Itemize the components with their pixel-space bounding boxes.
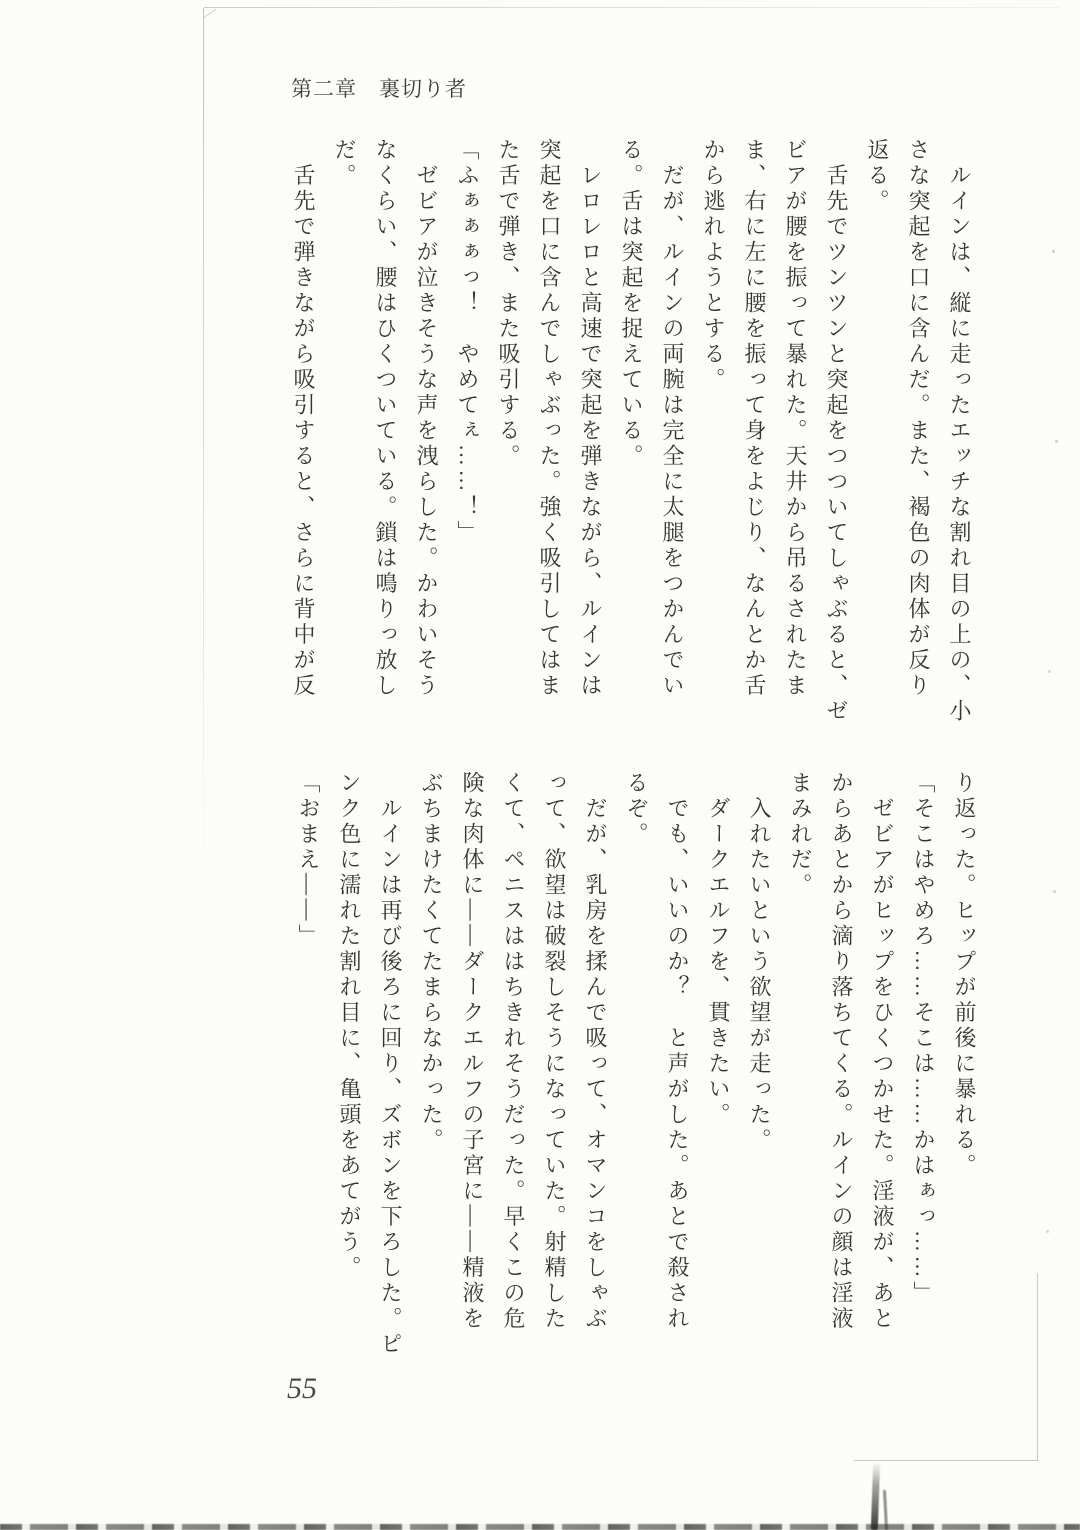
text-line: ルインは、縦に走ったエッチな割れ目の上の、小 xyxy=(947,138,972,725)
text-line: た舌で弾き、また吸引する。 xyxy=(496,138,521,470)
text-line: って、欲望は破裂しそうになっていた。射精した xyxy=(542,771,567,1332)
text-line: さな突起を口に含んだ。また、褐色の肉体が反り xyxy=(906,138,931,699)
text-line: 「そこはやめろ……そこは……かはぁっ……」 xyxy=(911,771,936,1307)
text-line: ぶちまけたくてたまらなかった。 xyxy=(419,771,444,1154)
text-line: からあとから滴り落ちてくる。ルインの顔は淫液 xyxy=(829,771,854,1332)
text-line: るぞ。 xyxy=(624,771,649,848)
page-number: 55 xyxy=(287,1372,317,1405)
text-line: 突起を口に含んでしゃぶった。強く吸引してはま xyxy=(537,138,562,699)
text-line: ダークエルフを、貫きたい。 xyxy=(706,771,731,1128)
upper-text-block xyxy=(283,138,980,738)
text-line: レロレロと高速で突起を弾きながら、ルインは xyxy=(578,138,603,699)
text-line: だ。 xyxy=(332,138,357,189)
page-corner-notch xyxy=(204,8,217,17)
text-line: 返る。 xyxy=(865,138,890,215)
underpage-edge-horizontal xyxy=(854,1460,1038,1461)
text-line: ま、右に左に腰を振って身をよじり、なんとか舌 xyxy=(742,138,767,699)
scan-dust-specks xyxy=(1052,250,1055,253)
text-line: くて、ペニスははちきれそうだった。早くこの危 xyxy=(501,771,526,1332)
lower-text-block xyxy=(288,771,985,1371)
text-line: なくらい、腰はひくついている。鎖は鳴りっ放し xyxy=(373,138,398,699)
text-line: まみれだ。 xyxy=(788,771,813,899)
text-line: だが、乳房を揉んで吸って、オマンコをしゃぶ xyxy=(583,771,608,1332)
text-line: 入れたいという欲望が走った。 xyxy=(747,771,772,1154)
text-line: ビアが腰を振って暴れた。天井から吊るされたま xyxy=(783,138,808,699)
text-line: 険な肉体に――ダークエルフの子宮に――精液を xyxy=(460,771,485,1332)
text-line: 「ふぁぁぁっ！ やめてぇ……！」 xyxy=(455,138,480,546)
text-line: ンク色に濡れた割れ目に、亀頭をあてがう。 xyxy=(337,771,362,1281)
scan-ink-streak xyxy=(871,1462,880,1530)
text-line: ゼビアが泣きそうな声を洩らした。かわいそう xyxy=(414,138,439,699)
text-line: 舌先でツンツンと突起をつついてしゃぶると、ゼ xyxy=(824,138,849,725)
text-line: る。舌は突起を捉えている。 xyxy=(619,138,644,470)
text-line: から逃れようとする。 xyxy=(701,138,726,393)
page-edge-line-top xyxy=(204,7,1060,8)
text-line: でも、いいのか？ と声がした。あとで殺され xyxy=(665,771,690,1332)
text-line: 「おまえ――」 xyxy=(296,771,321,950)
page-edge-line-left xyxy=(203,8,204,888)
chapter-header: 第二章 裏切り者 xyxy=(291,77,467,101)
text-line: り返った。ヒップが前後に暴れる。 xyxy=(952,771,977,1179)
text-line: ルインは再び後ろに回り、ズボンを下ろした。ピ xyxy=(378,771,403,1358)
underpage-edge-vertical xyxy=(1037,1273,1038,1461)
text-line: 舌先で弾きながら吸引すると、さらに背中が反 xyxy=(291,138,316,699)
text-line: だが、ルインの両腕は完全に太腿をつかんでい xyxy=(660,138,685,699)
text-line: ゼビアがヒップをひくつかせた。淫液が、あと xyxy=(870,771,895,1332)
scan-bottom-edge-smudge xyxy=(0,1524,1080,1530)
